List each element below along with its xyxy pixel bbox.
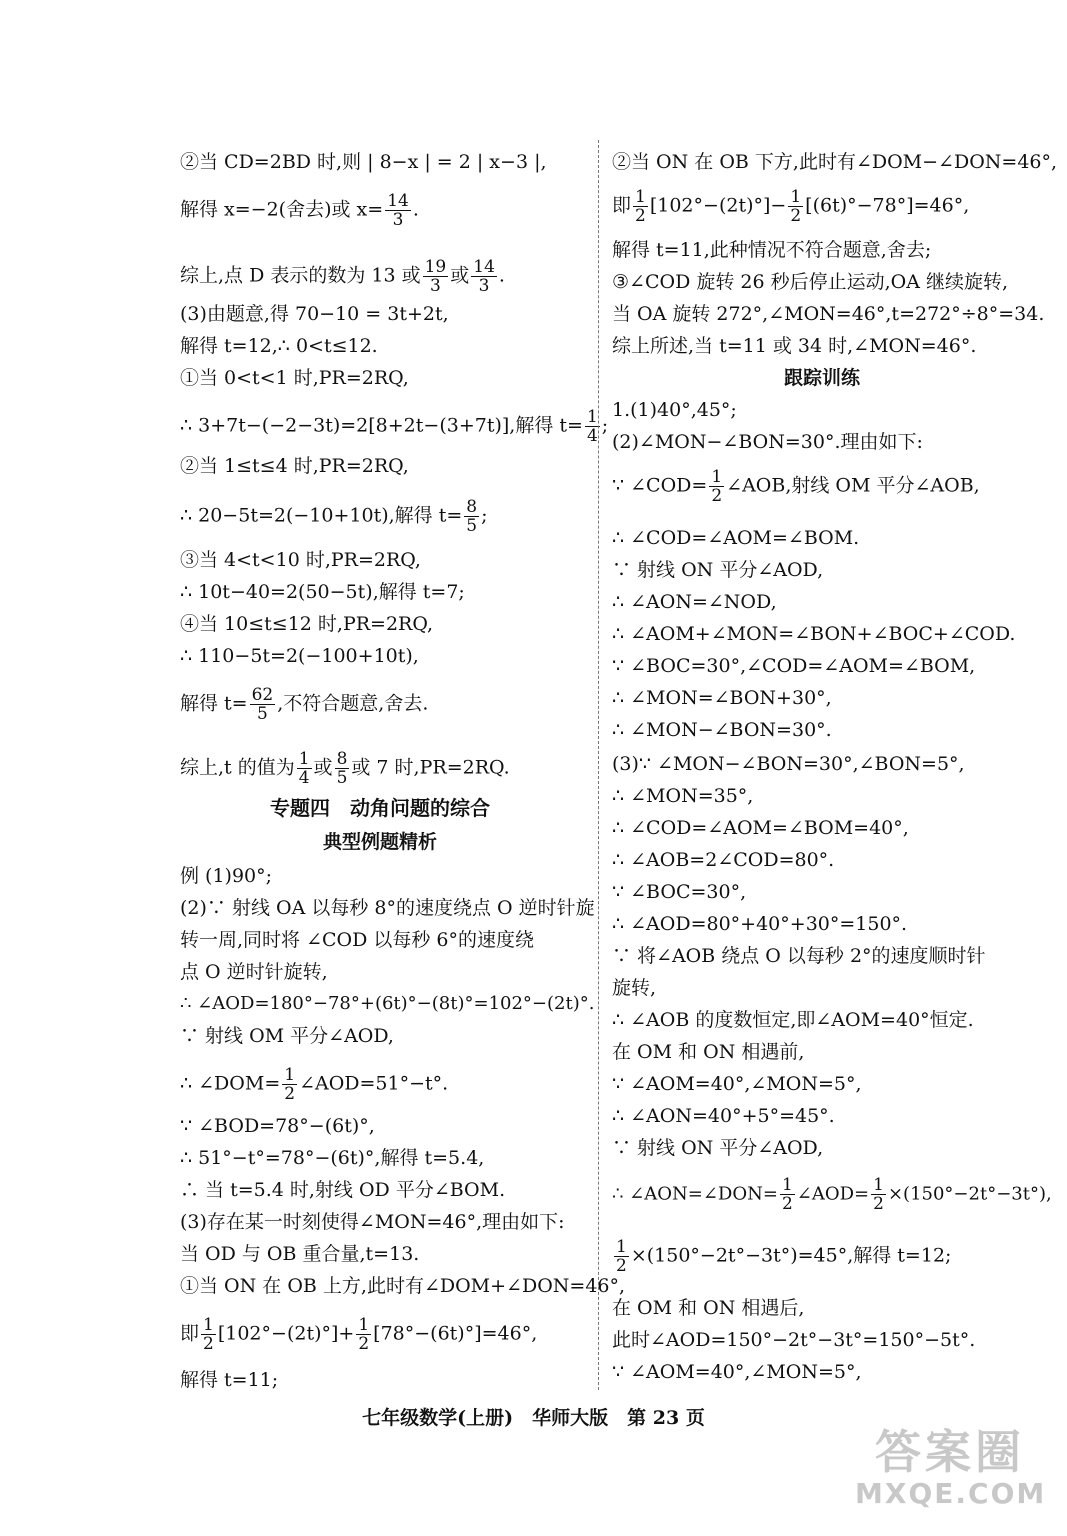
text-line: ∴ 110−5t=2(−100+10t), (180, 645, 419, 667)
text-line: 转一周,同时将 ∠COD 以每秒 6°的速度绕 (180, 929, 535, 951)
text-line: ③∠COD 旋转 26 秒后停止运动,OA 继续旋转, (612, 271, 1009, 293)
text-line: 在 OM 和 ON 相遇前, (612, 1041, 805, 1063)
text-line: ①当 ON 在 OB 上方,此时有∠DOM+∠DON=46°, (180, 1275, 626, 1297)
text-line: ∴ ∠AOB 的度数恒定,即∠AOM=40°恒定. (612, 1009, 974, 1031)
text-line: 在 OM 和 ON 相遇后, (612, 1297, 805, 1319)
text-line: ∵ ∠BOD=78°−(6t)°, (180, 1115, 375, 1137)
text-line: (2)∠MON−∠BON=30°.理由如下: (612, 431, 923, 453)
text-line: $\frac{1}{2}$ ×(150°−2t°−3t°)=45°,解得 t=12; (616, 1237, 952, 1276)
subsection-heading: 典型例题精析 (322, 831, 437, 853)
text-line: ∴ ∠AOM+∠MON=∠BON+∠BOC+∠COD. (612, 623, 1016, 645)
text-line: ∴ ∠AOB=2∠COD=80°. (612, 849, 835, 871)
text-line: ④当 10≤t≤12 时,PR=2RQ, (180, 613, 434, 635)
text-line: 解得 t=11,此种情况不符合题意,舍去; (612, 239, 932, 261)
text-line: ∴ 10t−40=2(50−5t),解得 t=7; (180, 581, 465, 603)
text-line: ∴ ∠MON−∠BON=30°. (612, 719, 832, 741)
text-line: 即 $\frac{1}{2}$ [102°−(2t)°]+ $\frac{1}{2}$ [78°−(6t)°]=46°, (180, 1315, 538, 1354)
text-line: ∴ ∠AON=∠DON= $\frac{1}{2}$ ∠AOD= $\frac{1}{2}$ ×(150°−2t°−3t°), (612, 1175, 1052, 1214)
text-line: 即 $\frac{1}{2}$ [102°−(2t)°]− $\frac{1}{2}$ [(6t)°−78°]=46°, (612, 187, 970, 226)
subsection-heading: 跟踪训练 (783, 367, 860, 389)
text-line: 解得 x=−2(舍去)或 x= $\frac{14}{3}$ . (180, 191, 419, 230)
text-line: ∵ ∠AOM=40°,∠MON=5°, (612, 1073, 862, 1095)
fraction: $\frac{8}{5}$ (466, 497, 478, 536)
fraction: $\frac{14}{3}$ (473, 257, 495, 296)
text-line: ∴ 51°−t°=78°−(6t)°,解得 t=5.4, (180, 1147, 485, 1169)
text-line: ∵ ∠AOM=40°,∠MON=5°, (612, 1361, 862, 1383)
text-line: ∴ ∠AON=40°+5°=45°. (612, 1105, 835, 1127)
text-line: (3)∵ ∠MON−∠BON=30°,∠BON=5°, (612, 753, 965, 775)
text-line: ②当 ON 在 OB 下方,此时有∠DOM−∠DON=46°, (612, 151, 1058, 173)
page-footer: 七年级数学(上册) 华师大版 第 23 页 (362, 1407, 705, 1429)
text-line: ∴ ∠COD=∠AOM=∠BOM. (612, 527, 860, 549)
text-line: 综上,t 的值为 $\frac{1}{4}$ 或 $\frac{8}{5}$ 或 7 时,PR=2RQ. (180, 749, 510, 788)
text-line: ∵ ∠BOC=30°,∠COD=∠AOM=∠BOM, (612, 655, 976, 677)
fraction: $\frac{1}{2}$ (616, 1237, 627, 1276)
fraction: $\frac{1}{2}$ (781, 1175, 793, 1214)
text-line: 例 (1)90°; (180, 865, 273, 887)
text-line: ①当 0<t<1 时,PR=2RQ, (180, 367, 409, 389)
text-line: ∵ 将∠AOB 绕点 O 以每秒 2°的速度顺时针 (612, 945, 986, 967)
fraction: $\frac{62}{5}$ (251, 685, 274, 724)
text-line: ∵ ∠COD= $\frac{1}{2}$ ∠AOB,射线 OM 平分∠AOB, (612, 467, 980, 506)
watermark-text: 答案圈 (875, 1425, 1025, 1479)
fraction: $\frac{1}{2}$ (790, 187, 802, 226)
text-line: ∴ ∠MON=35°, (612, 785, 754, 807)
text-line: ∴ ∠MON=∠BON+30°, (612, 687, 832, 709)
text-line: 点 O 逆时针旋转, (180, 961, 328, 983)
text-line: ∵ ∠BOC=30°, (612, 881, 747, 903)
fraction: $\frac{1}{2}$ (284, 1065, 296, 1104)
text-line: ∴ 20−5t=2(−10+10t),解得 t= $\frac{8}{5}$ ; (180, 497, 488, 536)
fraction: $\frac{1}{2}$ (873, 1175, 884, 1214)
text-line: ②当 CD=2BD 时,则 | 8−x | = 2 | x−3 |, (180, 151, 547, 173)
text-line: 综上,点 D 表示的数为 13 或 $\frac{19}{3}$ 或 $\frac{14}{3}$ . (180, 257, 505, 296)
text-line: ③当 4<t<10 时,PR=2RQ, (180, 549, 421, 571)
fraction: $\frac{1}{4}$ (586, 407, 598, 446)
fraction: $\frac{1}{2}$ (711, 467, 723, 506)
text-line: 解得 t=12,∴ 0<t≤12. (180, 335, 378, 357)
fraction: $\frac{1}{2}$ (635, 187, 646, 226)
text-line: (2)∵ 射线 OA 以每秒 8°的速度绕点 O 逆时针旋 (180, 897, 595, 919)
text-line: 解得 t= $\frac{62}{5}$ ,不符合题意,舍去. (180, 685, 429, 724)
fraction: $\frac{1}{4}$ (298, 749, 310, 788)
fraction: $\frac{1}{2}$ (203, 1315, 214, 1354)
text-line: 当 OA 旋转 272°,∠MON=46°,t=272°÷8°=34. (612, 303, 1045, 325)
text-line: ∴ ∠DOM= $\frac{1}{2}$ ∠AOD=51°−t°. (180, 1065, 449, 1104)
text-line: (3)存在某一时刻使得∠MON=46°,理由如下: (180, 1211, 565, 1233)
text-line: ∵ 射线 OM 平分∠AOD, (180, 1025, 394, 1047)
text-line: 旋转, (612, 977, 657, 999)
text-line: ∴ 当 t=5.4 时,射线 OD 平分∠BOM. (180, 1179, 506, 1201)
text-line: ∴ ∠COD=∠AOM=∠BOM=40°, (612, 817, 909, 839)
text-line: 解得 t=11; (180, 1369, 279, 1391)
text-line: ∴ 3+7t−(−2−3t)=2[8+2t−(3+7t)],解得 t= $\frac{1}{4}$ ; (180, 407, 609, 446)
watermark-url: MXQE.COM (855, 1477, 1047, 1510)
text-line: ∴ ∠AON=∠NOD, (612, 591, 777, 613)
text-line: ∵ 射线 ON 平分∠AOD, (612, 1137, 824, 1159)
text-line: ②当 1≤t≤4 时,PR=2RQ, (180, 455, 409, 477)
text-line: (3)由题意,得 70−10 = 3t+2t, (180, 303, 449, 325)
watermark-logo (855, 1426, 1045, 1522)
text-line: 此时∠AOD=150°−2t°−3t°=150°−5t°. (612, 1329, 976, 1351)
text-line: ∵ 射线 ON 平分∠AOD, (612, 559, 824, 581)
text-line: 1.(1)40°,45°; (612, 399, 737, 421)
text-line: ∴ ∠AOD=180°−78°+(6t)°−(8t)°=102°−(2t)°. (180, 993, 595, 1014)
fraction: $\frac{8}{5}$ (336, 749, 348, 788)
fraction: $\frac{19}{3}$ (424, 257, 447, 296)
column-divider (598, 140, 600, 1390)
fraction: $\frac{1}{2}$ (358, 1315, 370, 1354)
text-line: 当 OD 与 OB 重合量,t=13. (180, 1243, 420, 1265)
text-line: 综上所述,当 t=11 或 34 时,∠MON=46°. (612, 335, 977, 357)
section-heading: 专题四 动角问题的综合 (270, 796, 490, 820)
text-line: ∴ ∠AOD=80°+40°+30°=150°. (612, 913, 908, 935)
fraction: $\frac{14}{3}$ (387, 191, 409, 230)
